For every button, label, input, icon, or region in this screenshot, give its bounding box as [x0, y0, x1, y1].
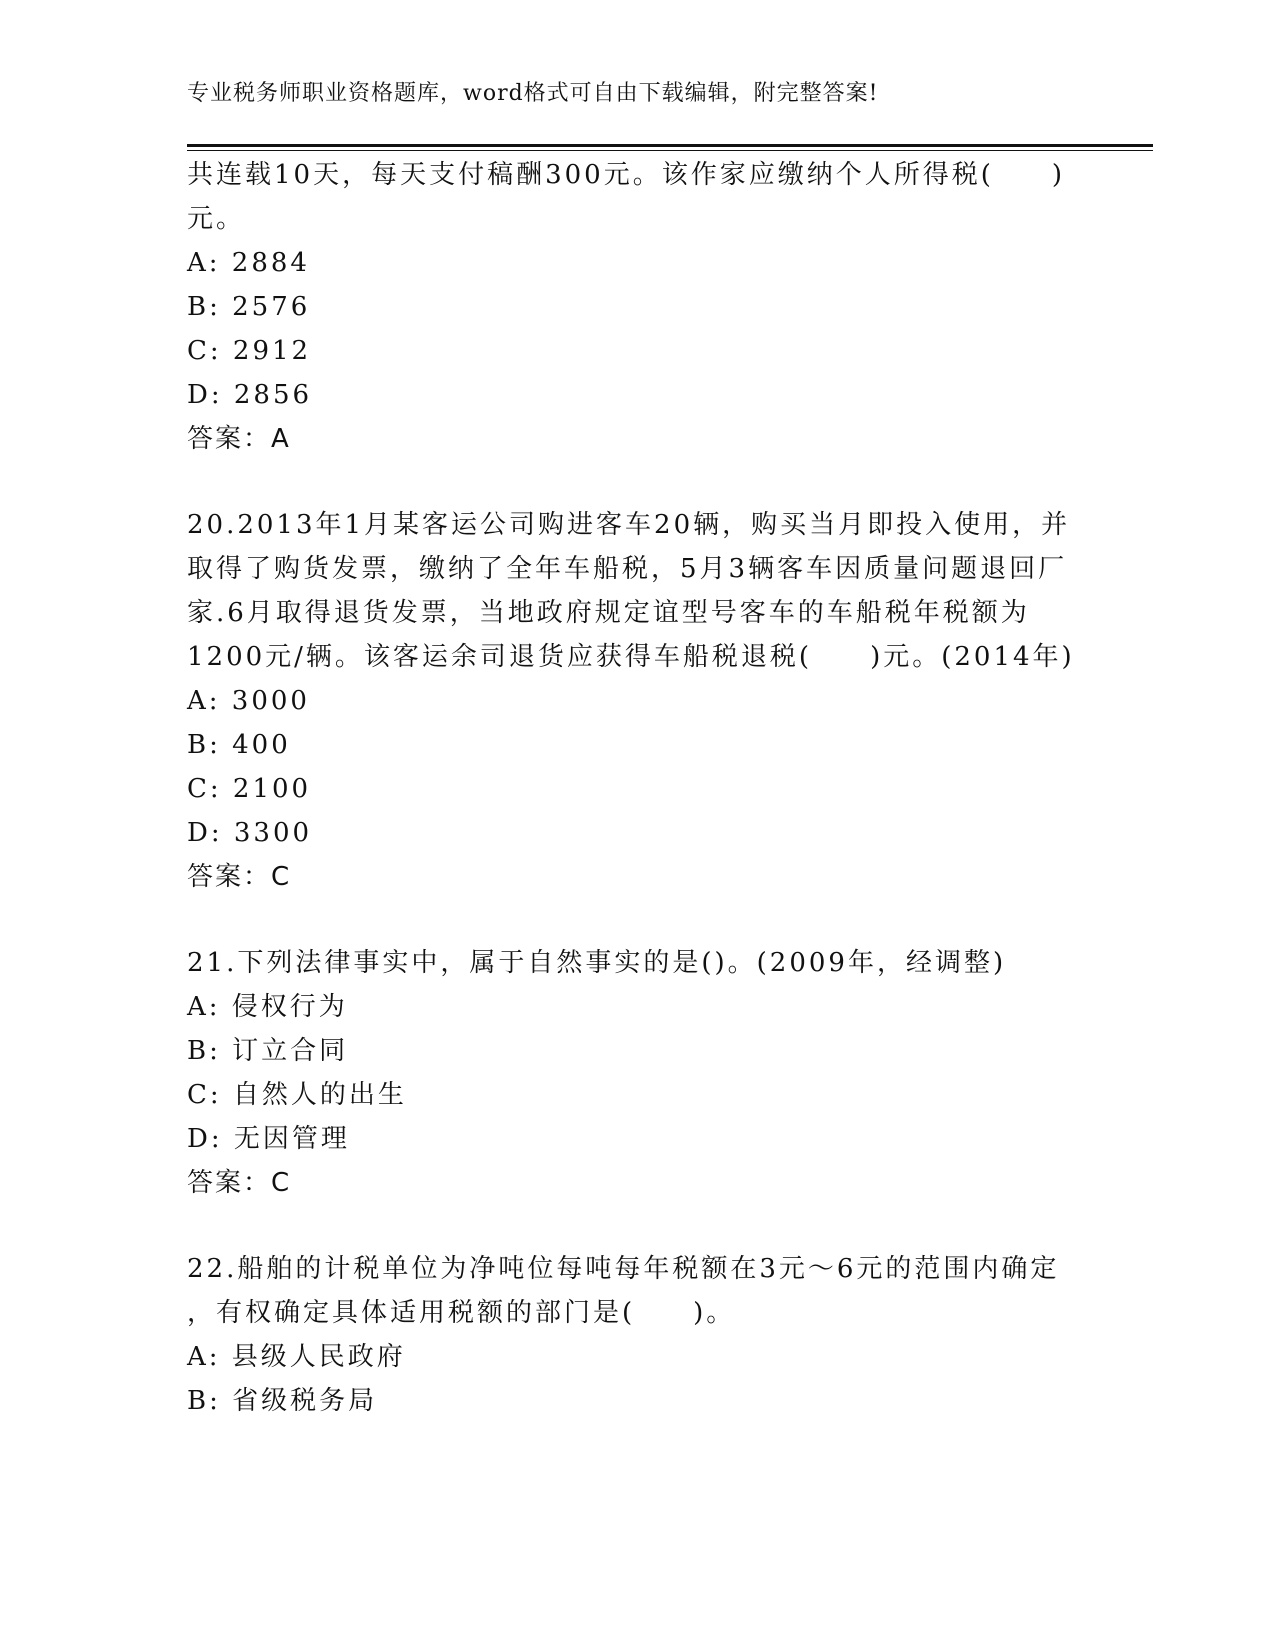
q20-text-line: 1200元/辆。该客运余司退货应获得车船税退税( )元。(2014年)	[187, 642, 1075, 672]
q19-option-a: A: 2884	[187, 248, 310, 278]
q20-option-a: A: 3000	[187, 686, 310, 716]
q19-option-c: C: 2912	[187, 336, 312, 366]
q22-option-a: A: 县级人民政府	[187, 1342, 406, 1372]
q19-option-d: D: 2856	[187, 380, 313, 410]
q20-option-d: D: 3300	[187, 818, 313, 848]
q21-answer: 答案：C	[187, 1168, 292, 1198]
q19-answer: 答案：A	[187, 424, 291, 454]
q22-text-line: 22.船舶的计税单位为净吨位每吨每年税额在3元～6元的范围内确定	[187, 1254, 1060, 1284]
q20-text-line: 家.6月取得退货发票，当地政府规定谊型号客车的车船税年税额为	[187, 598, 1030, 628]
q19-option-b: B: 2576	[187, 292, 311, 322]
q20-answer: 答案：C	[187, 862, 292, 892]
q20-text-line: 取得了购货发票，缴纳了全年车船税，5月3辆客车因质量问题退回厂	[187, 554, 1068, 584]
q21-option-d: D: 无因管理	[187, 1124, 350, 1154]
q21-option-a: A: 侵权行为	[187, 992, 348, 1022]
q21-option-c: C: 自然人的出生	[187, 1080, 407, 1110]
q19-text-line: 元。	[187, 204, 246, 234]
header-rule-thick	[187, 144, 1153, 147]
q21-text-line: 21.下列法律事实中，属于自然事实的是()。(2009年，经调整)	[187, 948, 1007, 978]
page-header: 专业税务师职业资格题库，word格式可自由下载编辑，附完整答案!	[187, 81, 879, 106]
q19-text-line: 共连载10天，每天支付稿酬300元。该作家应缴纳个人所得税( )	[187, 160, 1065, 190]
q22-text-line: ，有权确定具体适用税额的部门是( )。	[187, 1298, 736, 1328]
q20-text-line: 20.2013年1月某客运公司购进客车20辆，购买当月即投入使用，并	[187, 510, 1071, 540]
q21-option-b: B: 订立合同	[187, 1036, 349, 1066]
q20-option-b: B: 400	[187, 730, 291, 760]
header-rule-thin	[187, 150, 1153, 151]
q20-option-c: C: 2100	[187, 774, 312, 804]
q22-option-b: B: 省级税务局	[187, 1386, 378, 1416]
